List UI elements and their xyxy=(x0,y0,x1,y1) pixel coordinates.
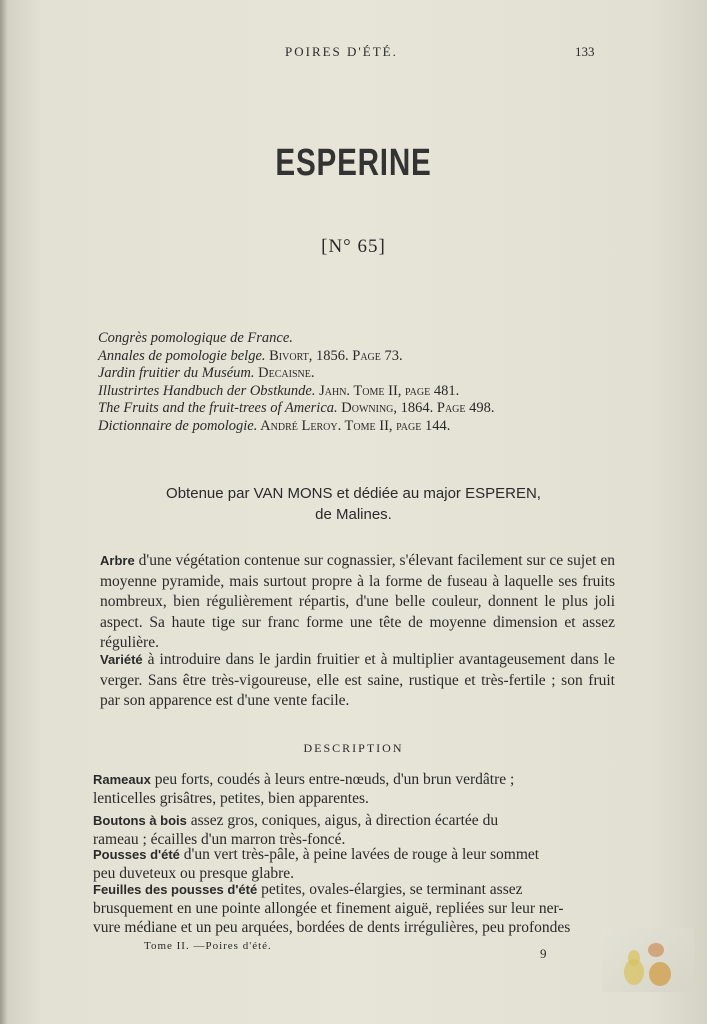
reference-item: Congrès pomologique de France. xyxy=(98,330,293,346)
description-rameaux: Rameaux peu forts, coudés à leurs entre-nœuds, d'un brun verdâtre ; lenticelles grisâtres, petites, bien apparentes. xyxy=(93,771,515,807)
origin-line-1: Obtenue par VAN MONS et dédiée au major ESPEREN, xyxy=(166,485,541,502)
origin-statement xyxy=(0,483,707,525)
references-list xyxy=(98,330,495,435)
paragraph-lead: Variété xyxy=(100,652,143,667)
description-feuilles: Feuilles des pousses d'été petites, ovales-élargies, se terminant assez brusquement en une pointe allongée et finement aiguë, repliées sur leur ner- vure médiane et un peu arquées, bordées de dents irrégulières, peu profondes xyxy=(93,881,571,936)
paragraph-text: d'une végétation contenue sur cognassier, s'élevant facilement sur ce sujet en moyenne pyramide, mais surtout propre à la forme de fuseau à laquelle ses fruits nombreux, bien régulièrement répartis, d'une belle couleur, donnent le plus joli aspect. Sa haute tige sur franc forme une tête de moyenne dimension et assez régulière. xyxy=(100,552,615,651)
fruit-thumbnail xyxy=(602,928,694,992)
paragraph-arbre xyxy=(100,551,615,654)
description-heading: DESCRIPTION xyxy=(303,741,404,755)
pear-icon xyxy=(602,928,694,992)
page-number: 133 xyxy=(575,44,595,59)
reference-item: Dictionnaire de pomologie. André Leroy. Tome II, page 144. xyxy=(98,417,451,434)
running-head: POIRES D'ÉTÉ. xyxy=(285,44,398,59)
paragraph-text: à introduire dans le jardin fruitier et à multiplier avantageusement dans le verger. Sans être très-vigoureuse, elle est saine, rustique et très-fertile ; son fruit par son apparence est d'une vente facile. xyxy=(100,651,615,709)
signature-mark: 9 xyxy=(540,946,547,961)
description-pousses: Pousses d'été d'un vert très-pâle, à peine lavées de rouge à leur sommet peu duveteux ou presque glabre. xyxy=(93,846,540,882)
footer-text: Tome II. —Poires d'été. xyxy=(144,940,272,952)
paragraph-lead: Arbre xyxy=(100,553,135,568)
reference-item: Annales de pomologie belge. Bivort, 1856. Page 73. xyxy=(98,347,403,364)
description-boutons: Boutons à bois assez gros, coniques, aigus, à direction écartée du rameau ; écailles d'un marron très-foncé. xyxy=(93,812,499,848)
paragraph-variete xyxy=(100,650,615,712)
page-title: ESPERINE xyxy=(275,142,432,184)
reference-item: Illustrirtes Handbuch der Obstkunde. Jahn. Tome II, page 481. xyxy=(98,382,460,399)
origin-line-2: de Malines. xyxy=(315,506,392,523)
reference-item: Jardin fruitier du Muséum. Decaisne. xyxy=(98,365,315,381)
reference-item: The Fruits and the fruit-trees of America. Downing, 1864. Page 498. xyxy=(98,400,495,416)
variety-number: [N° 65] xyxy=(321,236,386,257)
